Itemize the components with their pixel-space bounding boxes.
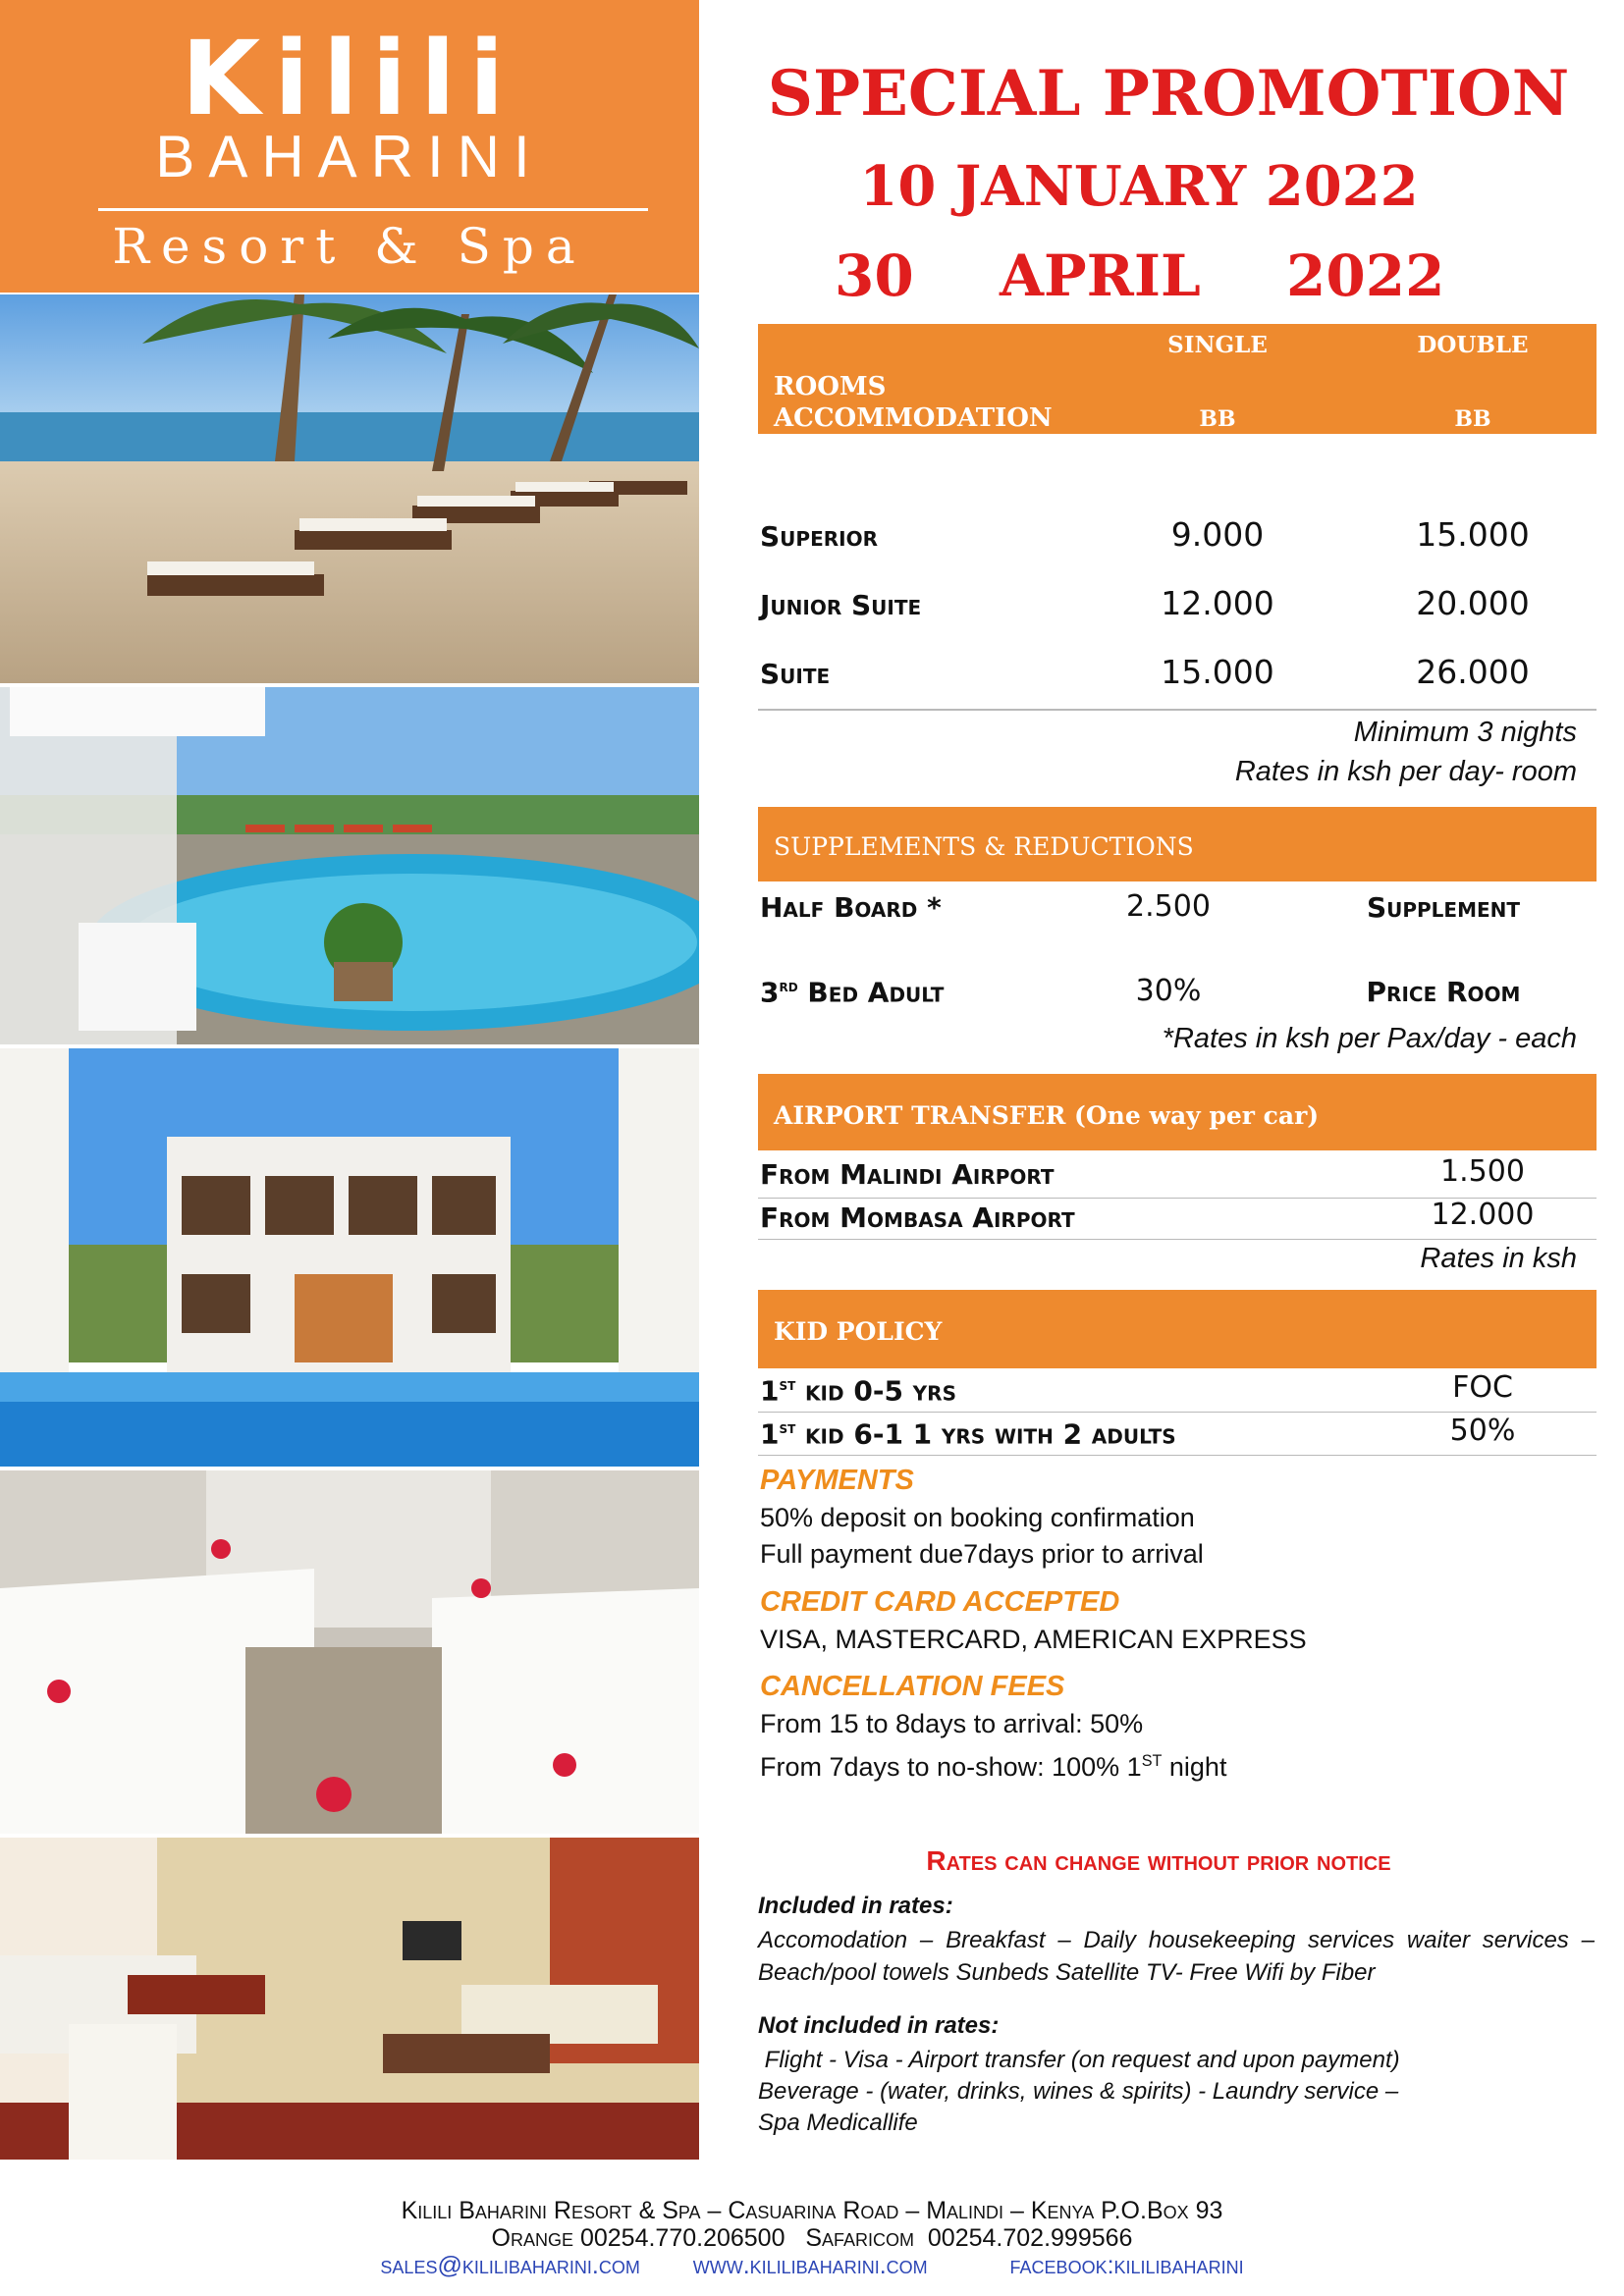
supplement-name-third-bed: 3rd Bed Adult xyxy=(760,976,945,1009)
facebook-link[interactable]: facebook:kililibaharini xyxy=(1009,2252,1244,2279)
kid-policy-value: FOC xyxy=(1452,1370,1513,1405)
col-single-label: SINGLE xyxy=(1167,332,1268,358)
photo-spa-treatment-room xyxy=(0,1470,699,1834)
logo-divider xyxy=(98,208,648,211)
not-included-line: Flight - Visa - Airport transfer (on request and upon payment) xyxy=(758,2047,1400,2073)
photo-hotel-bedroom xyxy=(0,1838,699,2160)
room-price-double: 26.000 xyxy=(1416,653,1530,691)
brand-name-line1: Kilili xyxy=(181,19,518,138)
cancellation-line: From 15 to 8days to arrival: 50% xyxy=(760,1709,1144,1738)
promo-title: SPECIAL PROMOTION xyxy=(767,57,1570,131)
included-title: Included in rates: xyxy=(758,1893,953,1919)
rooms-header-label: ROOMS ACCOMMODATION xyxy=(774,372,1053,433)
supplement-value: 2.500 xyxy=(1126,889,1211,924)
kids-divider xyxy=(758,1412,1597,1413)
footer-address: Kilili Baharini Resort & Spa – Casuarina Road – Malindi – Kenya P.O.Box 93 xyxy=(401,2197,1223,2224)
supplements-header-label: SUPPLEMENTS & REDUCTIONS xyxy=(774,832,1194,861)
rooms-note-min-nights: Minimum 3 nights xyxy=(1353,717,1577,748)
payments-line: 50% deposit on booking confirmation xyxy=(760,1503,1195,1532)
room-price-single: 9.000 xyxy=(1170,515,1265,554)
transfer-divider xyxy=(758,1239,1597,1240)
credit-cards-title: CREDIT CARD ACCEPTED xyxy=(760,1586,1120,1618)
transfer-price: 12.000 xyxy=(1431,1198,1535,1232)
photo-beach-loungers xyxy=(0,294,699,683)
transfer-header-label: AIRPORT TRANSFER (One way per car) xyxy=(774,1101,1320,1130)
promo-date-to-day: 30 xyxy=(835,242,914,309)
website-link[interactable]: www.kililibaharini.com xyxy=(692,2252,928,2279)
room-name-junior-suite: Junior Suite xyxy=(760,589,922,621)
room-price-double: 20.000 xyxy=(1416,584,1530,622)
footer-phones: Orange 00254.770.206500 Safaricom 00254.702.999566 xyxy=(491,2224,1133,2252)
payments-title: PAYMENTS xyxy=(760,1465,914,1496)
cancellation-title: CANCELLATION FEES xyxy=(760,1671,1065,1702)
email-link[interactable]: sales@kililibaharini.com xyxy=(380,2252,640,2279)
room-name-superior: Superior xyxy=(760,520,878,553)
transfer-name-malindi: From Malindi Airport xyxy=(760,1158,1055,1191)
room-price-double: 15.000 xyxy=(1416,515,1530,554)
kids-divider xyxy=(758,1455,1597,1456)
col-double-basis: BB xyxy=(1454,406,1491,432)
transfer-note: Rates in ksh xyxy=(1420,1243,1577,1274)
kid-policy-row: 1st kid 6-1 1 yrs with 2 adults xyxy=(760,1417,1176,1451)
not-included-line: Beverage - (water, drinks, wines & spirits) - Laundry service – xyxy=(758,2078,1399,2105)
room-price-single: 15.000 xyxy=(1161,653,1274,691)
promo-date-from: 10 JANUARY 2022 xyxy=(859,154,1419,219)
brand-name-line2: BAHARINI xyxy=(155,124,544,189)
photo-swimming-pool xyxy=(0,687,699,1044)
supplement-type: Supplement xyxy=(1366,891,1521,924)
supplement-value: 30% xyxy=(1135,974,1202,1008)
kid-policy-row: 1st kid 0-5 yrs xyxy=(760,1374,956,1408)
rooms-note-rates: Rates in ksh per day- room xyxy=(1234,756,1577,787)
brand-name-line3: Resort & Spa xyxy=(112,218,587,275)
payments-line: Full payment due7days prior to arrival xyxy=(760,1539,1204,1569)
kids-header-label: KID POLICY xyxy=(774,1317,943,1346)
room-name-suite: Suite xyxy=(760,658,831,690)
transfer-name-mombasa: From Mombasa Airport xyxy=(760,1201,1075,1234)
promo-date-to-month: APRIL xyxy=(1000,242,1201,309)
footer-links xyxy=(0,2252,1624,2279)
kid-policy-value: 50% xyxy=(1449,1414,1516,1448)
supplement-type: Price Room xyxy=(1366,976,1521,1008)
cancellation-line: From 7days to no-show: 100% 1ST night xyxy=(760,1752,1227,1782)
not-included-title: Not included in rates: xyxy=(758,2012,1000,2039)
included-text: Accomodation – Breakfast – Daily housekeeping services waiter services – Beach/pool towels Sunbeds Satellite TV- Free Wifi by Fiber xyxy=(758,1927,1595,1986)
room-price-single: 12.000 xyxy=(1161,584,1274,622)
col-double-label: DOUBLE xyxy=(1417,332,1529,358)
supplements-note: *Rates in ksh per Pax/day - each xyxy=(1162,1023,1577,1054)
rooms-divider xyxy=(758,709,1597,711)
not-included-line: Spa Medicallife xyxy=(758,2109,918,2136)
photo-resort-building-pool xyxy=(0,1048,699,1467)
brand-logo xyxy=(0,0,699,293)
col-single-basis: BB xyxy=(1199,406,1236,432)
credit-cards-line: VISA, MASTERCARD, AMERICAN EXPRESS xyxy=(760,1625,1307,1654)
transfer-price: 1.500 xyxy=(1440,1154,1525,1189)
supplement-name-half-board: Half Board * xyxy=(760,891,942,924)
promo-date-to-year: 2022 xyxy=(1286,242,1445,309)
rates-change-notice: Rates can change without prior notice xyxy=(926,1845,1391,1876)
